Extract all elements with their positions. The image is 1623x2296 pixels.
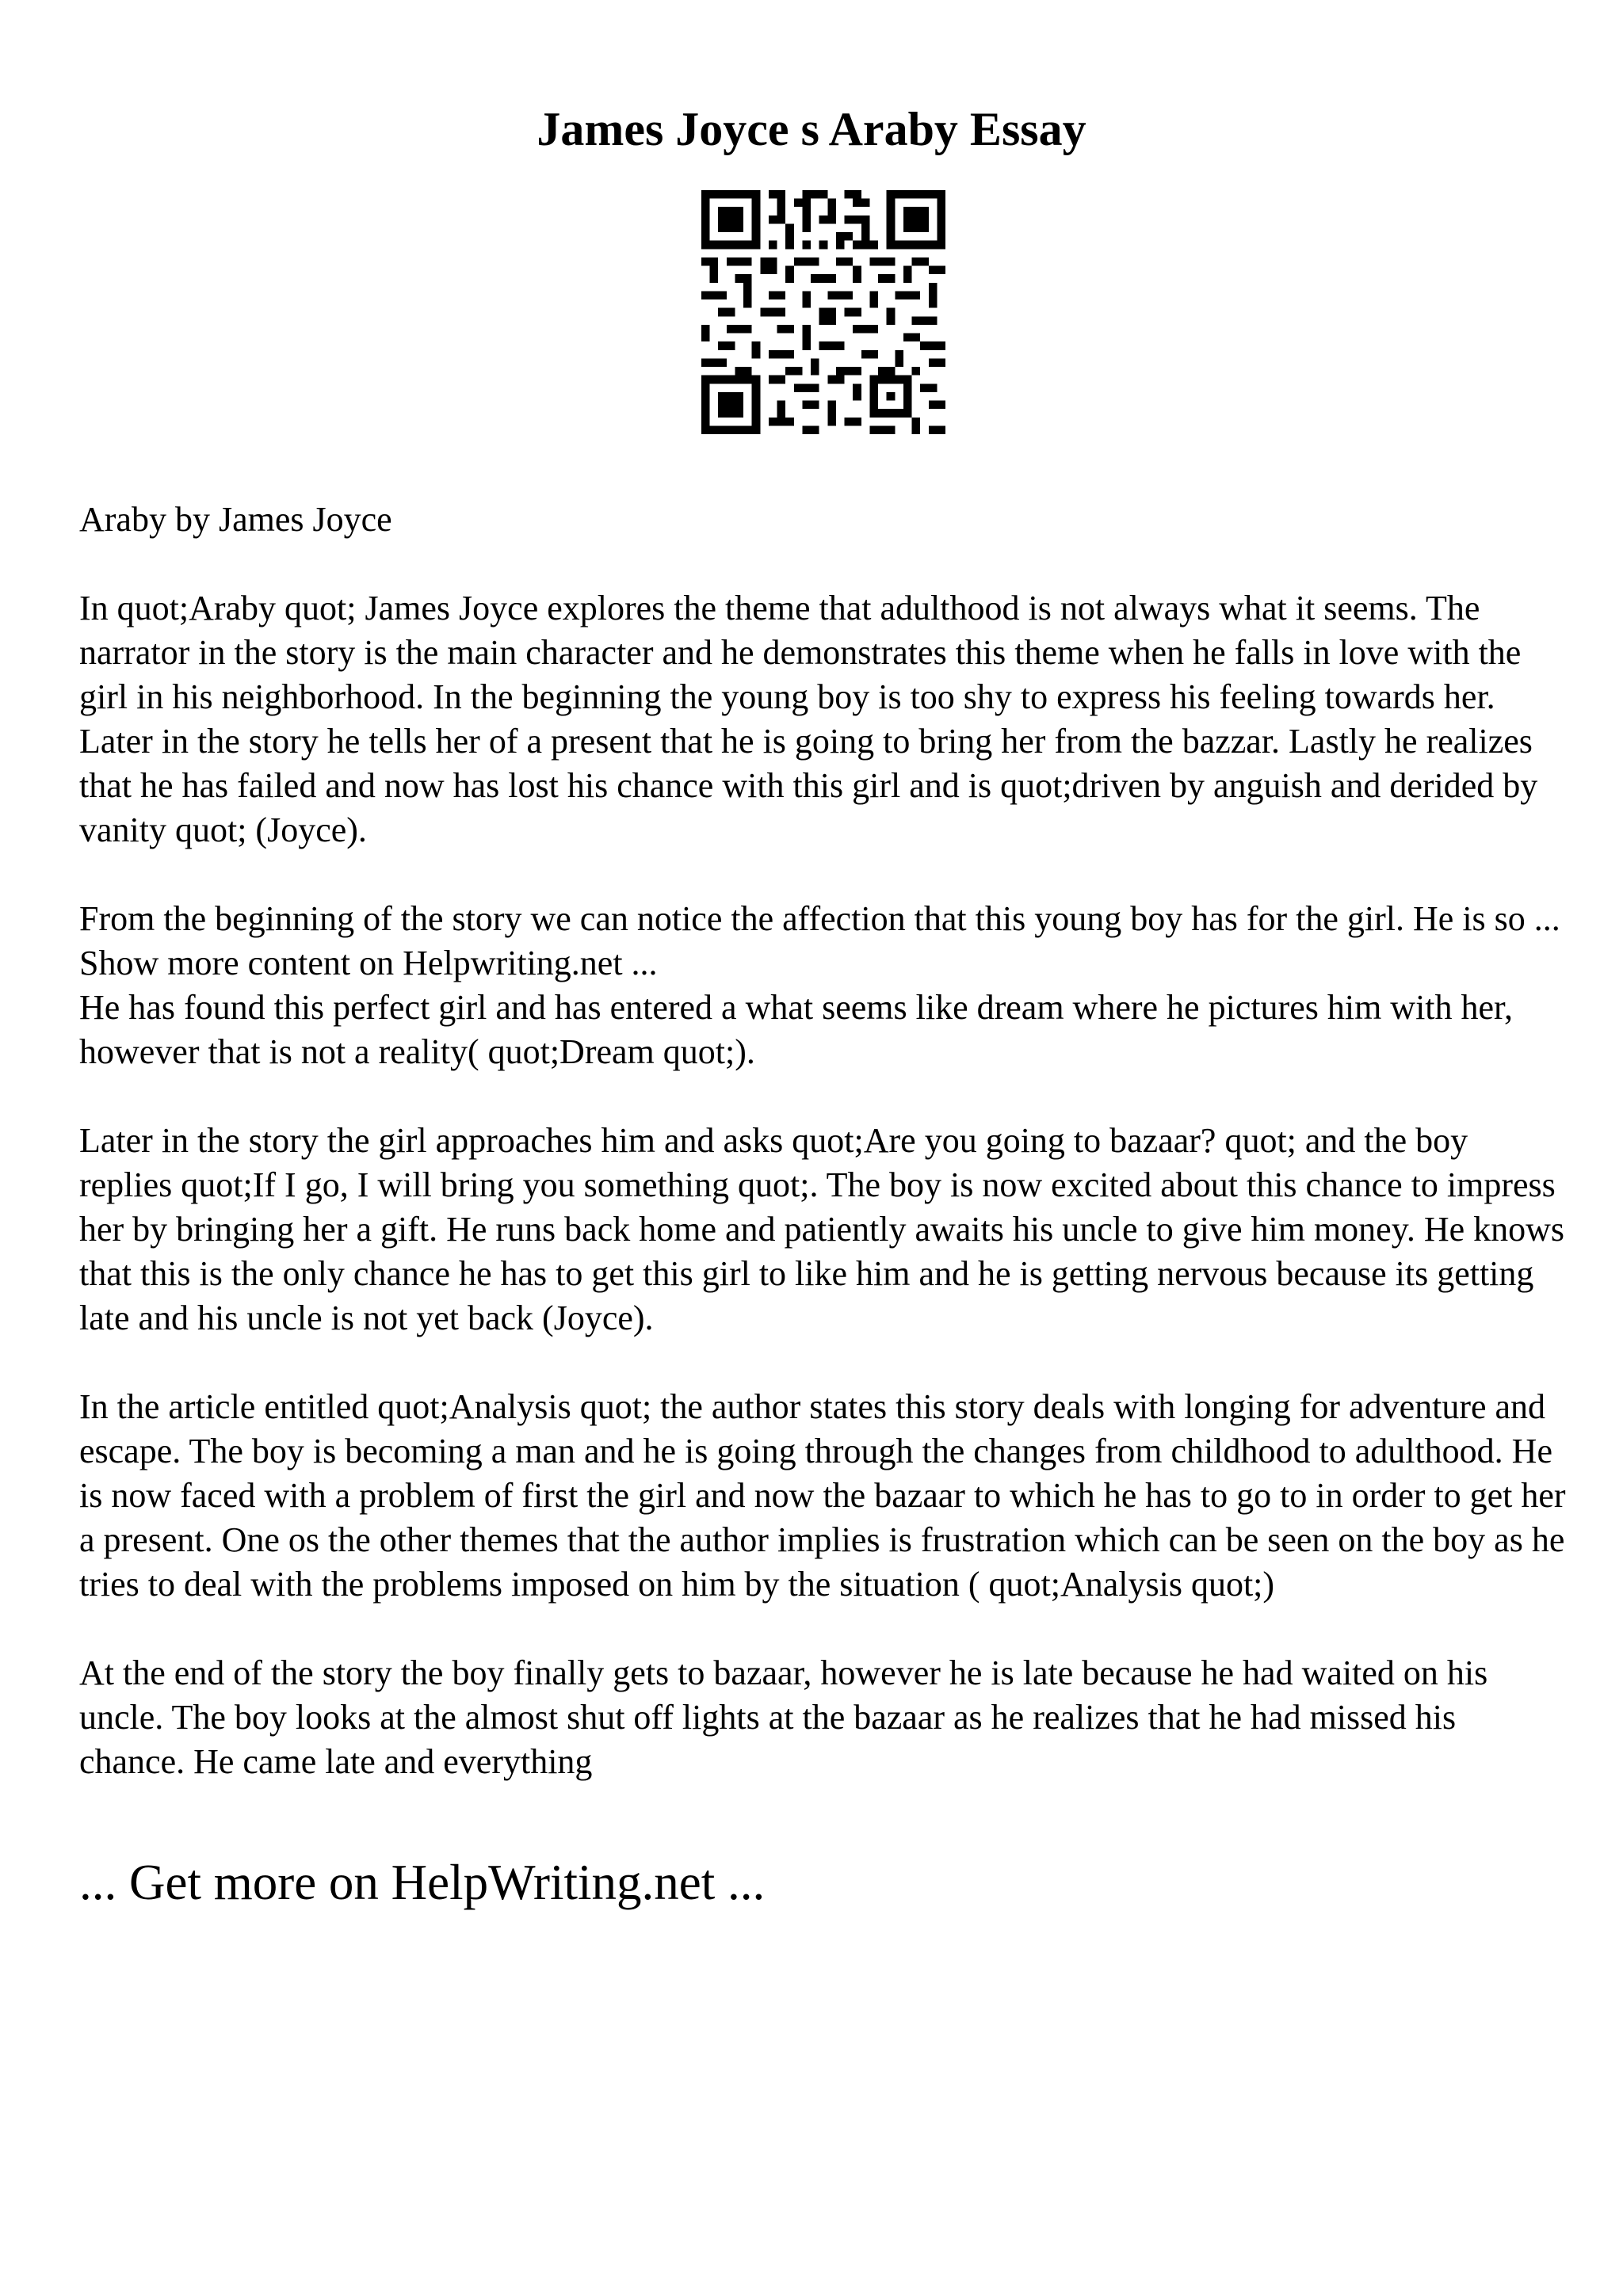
essay-paragraph-4: Later in the story the girl approaches him and asks quot;Are you going to bazaar? quot; and the boy replies quot;If I go, I will bring you something quot;. The boy is now excited about this chance to impress her by bringing her a gift. He runs back home and patiently awaits his uncle to give him money. He knows that this is the only chance he has to get this girl to like him and he is getting nervous because its getting late and his uncle is not yet back (Joyce). <box>79 1121 1565 1337</box>
essay-paragraph-5: In the article entitled quot;Analysis quot; the author states this story deals with longing for adventure and escape. The boy is becoming a man and he is going through the changes from childhood to adulthood. He is now faced with a problem of first the girl and now the bazaar to which he has to go to in order to get her a present. One os the other themes that the author implies is frustration which can be seen on the boy as he tries to deal with the problems imposed on him by the situation ( quot;Analysis quot;) <box>79 1387 1566 1604</box>
essay-body <box>79 498 1569 1829</box>
qr-code-icon <box>701 190 945 434</box>
get-more-link[interactable]: ... Get more on HelpWriting.net ... <box>79 1855 766 1910</box>
essay-paragraph-3: He has found this perfect girl and has entered a what seems like dream where he pictures him with her, however that is not a reality( quot;Dream quot;). <box>79 988 1513 1071</box>
page-title: James Joyce s Araby Essay <box>537 103 1086 155</box>
essay-subtitle: Araby by James Joyce <box>79 500 392 539</box>
essay-paragraph-1: In quot;Araby quot; James Joyce explores the theme that adulthood is not always what it seems. The narrator in the story is the main character and he demonstrates this theme when he falls in love with the girl in his neighborhood. In the beginning the young boy is too shy to express his feeling towards her. Later in the story he tells her of a present that he is going to bring her from the bazzar. Lastly he realizes that he has failed and now has lost his chance with this girl and is quot;driven by anguish and derided by vanity quot; (Joyce). <box>79 589 1538 849</box>
essay-paragraph-2: From the beginning of the story we can notice the affection that this young boy has for the girl. He is so ... Show more content on Helpwriting.net ... <box>79 899 1560 982</box>
essay-paragraph-6: At the end of the story the boy finally gets to bazaar, however he is late because he had waited on his uncle. The boy looks at the almost shut off lights at the bazaar as he realizes that he had missed his chance. He came late and everything <box>79 1653 1488 1781</box>
